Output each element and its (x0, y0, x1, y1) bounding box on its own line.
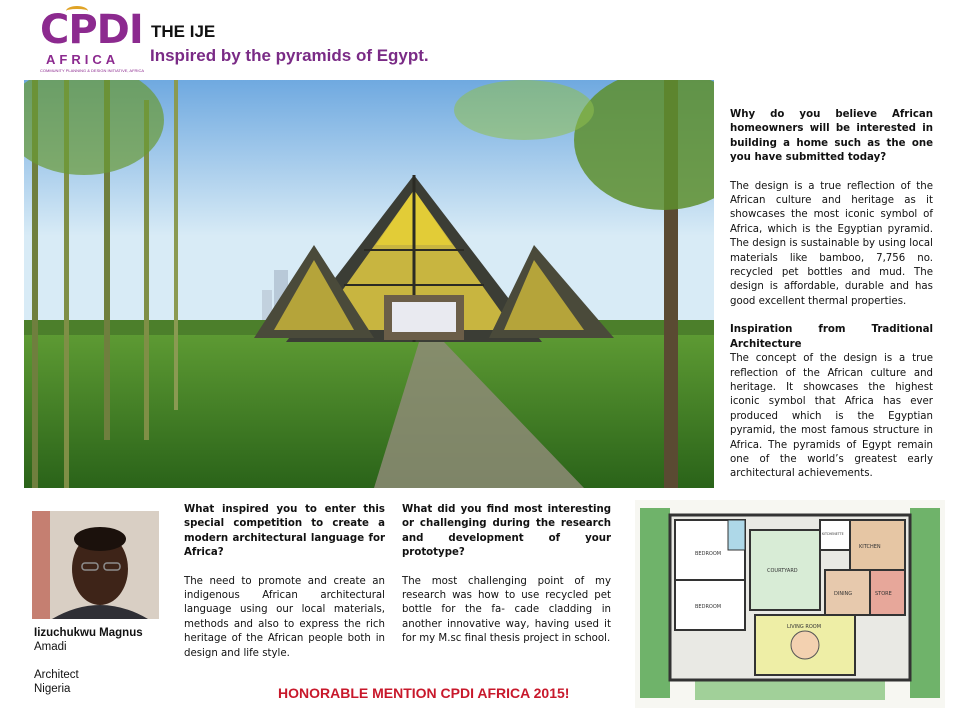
portrait-illustration (32, 511, 159, 619)
floor-plan-drawing (635, 500, 945, 708)
page-title: THE IJE (151, 22, 216, 41)
fp-courtyard: COURTYARD (767, 568, 798, 574)
right-text-column (730, 108, 933, 496)
pyramid-house-illustration (24, 80, 714, 488)
architect-role: Architect (34, 669, 79, 681)
heading-inspiration: Inspiration from Traditional Architecture (730, 324, 933, 350)
architect-country: Nigeria (34, 683, 71, 695)
floor-plan-svg (635, 500, 945, 708)
answer-challenging: The most challenging point of my research was how to use recycled pet bottle for the fa- cade cladding in another innovative way, having used it for my M.sc final thesis project in school. (402, 575, 611, 645)
answer-inspiration: The concept of the design is a true reflection of the African culture and heritage. It showcases the highest iconic symbol that Africa has ever produced which is the Egyptian pyramid, the most famous structure in Africa. The pyramids of Egypt remain one of the world’s greatest early architectural achievements. (730, 353, 933, 480)
logo-word: AFRICA (46, 52, 120, 67)
answer-homeowners: The design is a true reflection of the African culture and heritage as it showcases the most iconic symbol of Africa, which is the Egyptian pyramid. The design is sustainable by using local materials like bamboo, 7,756 no. recycled pet bottles and mud. The design is affordable, durable and has good excellent thermal properties. (730, 180, 933, 307)
middle-right-column (402, 503, 611, 661)
logo-letters: CPDI (40, 7, 143, 53)
fp-bedroom-2: BEDROOM (695, 604, 722, 610)
cpdi-logo (40, 7, 145, 74)
answer-inspired: The need to promote and create an indigenous African architectural language using our local materials, methods and also to express the rich heritage of the African people both in design and life style. (184, 575, 385, 659)
question-inspired: What inspired you to enter this special competition to create a modern architectural language for Africa? (184, 504, 385, 559)
architect-portrait (32, 511, 159, 619)
fp-bedroom-1: BEDROOM (695, 551, 722, 557)
question-homeowners: Why do you believe African homeowners will be interested in building a home such as the one you have submitted today? (730, 109, 933, 164)
question-challenging: What did you find most interesting or challenging during the research and development of your prototype? (402, 504, 611, 559)
architect-surname: Amadi (34, 641, 67, 653)
fp-store: STORE (875, 591, 892, 597)
architect-credits (34, 626, 143, 696)
house-rendering-image (24, 80, 714, 488)
page-subtitle: Inspired by the pyramids of Egypt. (150, 46, 429, 65)
logo-tagline: COMMUNITY PLANNING & DESIGN INITIATIVE, AFRICA (40, 68, 145, 73)
fp-kitchenette: KITCHENETTE (822, 532, 844, 536)
middle-left-column (184, 503, 385, 675)
fp-dining: DINING (834, 591, 853, 597)
architect-name: Iizuchukwu Magnus (34, 627, 143, 639)
honorable-mention-banner: HONORABLE MENTION CPDI AFRICA 2015! (278, 685, 570, 701)
fp-living-room: LIVING ROOM (787, 624, 822, 630)
fp-kitchen: KITCHEN (859, 544, 881, 550)
